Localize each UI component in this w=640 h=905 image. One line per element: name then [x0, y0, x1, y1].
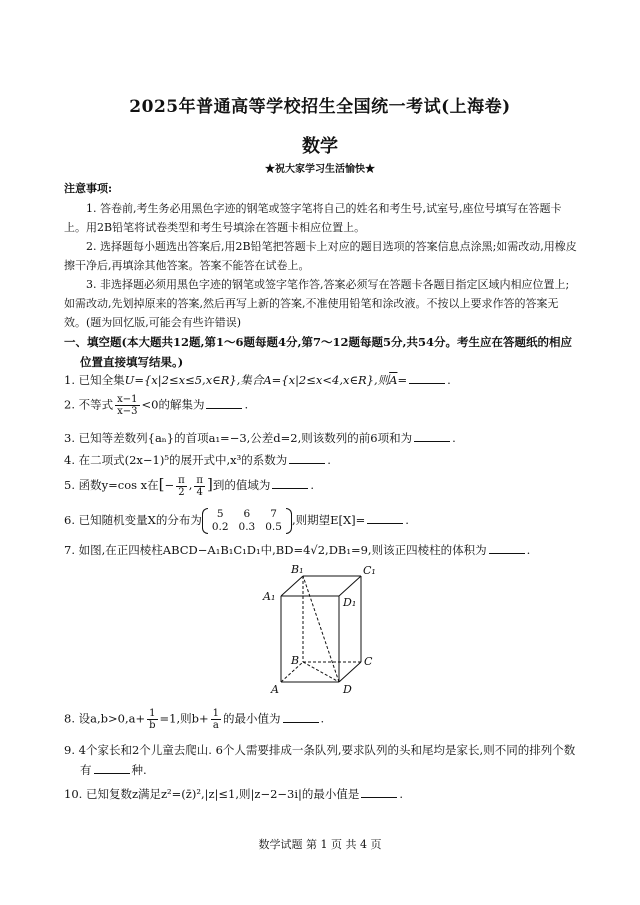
q5-a-numerator: π [178, 474, 185, 486]
notes-heading: 注意事项: [64, 182, 113, 195]
question-5: 5. 函数y=cos x在[− $\frac{\pi}{2}$ , $\frac{\pi}{4}$ ]到的值域为 . [64, 474, 314, 498]
edge-d1-c1 [339, 576, 361, 596]
q4-text: 4. 在二项式(2x−1)⁵的展开式中,x³的系数为 [64, 453, 288, 467]
q6-answer-blank[interactable] [367, 511, 403, 524]
q8-f2-denominator: a [212, 720, 219, 731]
exam-subject: 数学 [302, 136, 338, 157]
exam-slogan: ★祝大家学习生活愉快★ [265, 164, 375, 175]
q8-f2-numerator: 1 [212, 708, 219, 719]
q5-fraction-a [176, 475, 187, 498]
q4-answer-blank[interactable] [289, 451, 325, 464]
q2-fraction [115, 394, 139, 417]
question-10: 10. 已知复数z满足z²=(z̄)²,|z|≤1,则|z−2−3i|的最小值是 . [64, 787, 404, 801]
q6-prob: 0.5 [265, 521, 282, 533]
q2-prefix: 2. 不等式 [64, 397, 114, 412]
q8-suffix: 的最小值为 [223, 711, 281, 726]
q6-distribution-matrix [202, 508, 292, 534]
q1-answer-blank[interactable] [409, 371, 445, 384]
note-item-3: 3. 非选择题必须用黑色字迹的钢笔或签字笔作答,答案必须写在答题卡各题目指定区域内相应位置上;如需改动,先划掉原来的答案,然后再写上新的答案,不准使用铅笔和涂改液。不按以上要求作答的答案无效。(题为回忆版,可能会有些许错误) [64, 278, 570, 329]
q8-f1-denominator: b [149, 720, 156, 731]
page-footer: 数学试题 第 1 页 共 4 页 [258, 838, 382, 851]
q5-b-denominator: 4 [196, 486, 203, 498]
q6-suffix: ,则期望E[X]= [291, 513, 366, 527]
q2-answer-blank[interactable] [206, 396, 242, 409]
q9-line1: 9. 4个家长和2个儿童去爬山. 6个人需要排成一条队列,要求队列的头和尾均是家长,则不同的排列个数 [64, 743, 576, 757]
q8-middle: =1,则b+ [159, 711, 209, 726]
q1-suffix: = [397, 373, 408, 387]
section-heading-line2: 位置直接填写结果。) [80, 355, 184, 369]
question-6: 6. 已知随机变量X的分布为 5 6 7 0.2 0.3 0.5 ,则期望E[X]= . [64, 508, 409, 533]
question-9-cont [80, 760, 147, 780]
q8-prefix: 8. 设a,b>0,a+ [64, 711, 146, 726]
q5-a-denominator: 2 [178, 486, 185, 498]
q6-prob: 0.2 [211, 521, 229, 533]
q5-fraction-b [194, 475, 205, 498]
q8-fraction-1 [147, 708, 157, 731]
q6-value: 6 [243, 508, 251, 520]
q10-text: 10. 已知复数z满足z²=(z̄)²,|z|≤1,则|z−2−3i|的最小值是 [64, 787, 360, 801]
note-item-2: 2. 选择题每小题选出答案后,用2B铅笔把答题卡上对应的题目选项的答案信息点涂黑;如需改动,用橡皮擦干净后,再填涂其他答案。答案不能答在试卷上。 [64, 240, 577, 272]
label-a1: A₁ [263, 590, 276, 603]
label-c: C [364, 655, 373, 668]
question-9 [64, 740, 575, 760]
q6-prefix: 6. 已知随机变量X的分布为 [64, 513, 202, 527]
note-item-1: 1. 答卷前,考生务必用黑色字迹的钢笔或签字笔将自己的姓名和考生号,试室号,座位号填写在答题卡上。用2B铅笔将试卷类型和考生号填涂在答题卡相应位置上。 [64, 202, 562, 234]
q9-line2-suffix: 种. [131, 763, 147, 777]
q5-suffix: 到的值域为 [212, 478, 271, 492]
question-3: 3. 已知等差数列{aₙ}的首项a₁=−3,公差d=2,则该数列的前6项和为 . [64, 431, 456, 445]
section-heading [64, 332, 580, 372]
q5-prefix: 5. 函数y=cos x在 [64, 478, 159, 492]
label-a: A [271, 683, 279, 696]
q10-answer-blank[interactable] [361, 785, 397, 798]
diagonal-db1-hidden [303, 576, 339, 682]
prism-figure [255, 560, 395, 700]
label-d: D [343, 683, 352, 696]
q2-suffix: <0的解集为 [141, 397, 205, 412]
question-8: 8. 设a,b>0,a+ $\frac{1}{b}$ =1,则b+ $\frac{1}{a}$ 的最小值为 . [64, 708, 325, 731]
edge-d-c [339, 662, 361, 682]
question-1: 1. 已知全集U={x|2≤x≤5,x∈R},集合A={x|2≤x<4,x∈R},则$\overline{A}=$ . [64, 373, 451, 387]
q7-text: 7. 如图,在正四棱柱ABCD−A₁B₁C₁D₁中,BD=4√2,DB₁=9,则该正四棱柱的体积为 [64, 543, 487, 557]
edge-b1-a1 [281, 576, 303, 596]
q8-f1-numerator: 1 [147, 708, 157, 720]
question-4: 4. 在二项式(2x−1)⁵的展开式中,x³的系数为 . [64, 453, 331, 467]
q5-b-numerator: π [196, 474, 203, 486]
q2-denominator: x−3 [117, 406, 138, 417]
section-heading-line1: 一、填空题(本大题共12题,第1～6题每题4分,第7～12题每题5分,共54分。考生应在答题纸的相应 [64, 335, 572, 349]
q1-expression: U={x|2≤x≤5,x∈R},集合A={x|2≤x<4,x∈R},则 [124, 373, 390, 387]
q3-answer-blank[interactable] [414, 429, 450, 442]
question-2: 2. 不等式 $\frac{x-1}{x-3}$ <0的解集为 . [64, 394, 249, 417]
q8-answer-blank[interactable] [283, 710, 319, 723]
q9-answer-blank[interactable] [94, 761, 130, 774]
label-b: B [291, 654, 300, 667]
label-d1: D₁ [343, 596, 357, 609]
q6-value: 5 [216, 508, 224, 520]
q6-value: 7 [270, 508, 277, 520]
label-c1: C₁ [363, 564, 376, 577]
q2-numerator: x−1 [117, 394, 138, 405]
q9-line2-prefix: 有 [80, 763, 92, 777]
exam-title: 2025年普通高等学校招生全国统一考试(上海卷) [129, 97, 511, 117]
q8-fraction-2 [211, 708, 221, 731]
q3-text: 3. 已知等差数列{aₙ}的首项a₁=−3,公差d=2,则该数列的前6项和为 [64, 431, 413, 445]
q7-answer-blank[interactable] [489, 541, 525, 554]
q1-complement: $\overline{A}$ [389, 373, 398, 387]
label-b1: B₁ [291, 563, 304, 576]
q6-prob: 0.3 [238, 521, 256, 533]
q1-prefix: 1. 已知全集 [64, 373, 125, 387]
q5-answer-blank[interactable] [272, 476, 308, 489]
question-7: 7. 如图,在正四棱柱ABCD−A₁B₁C₁D₁中,BD=4√2,DB₁=9,则该正四棱柱的体积为 . [64, 543, 531, 557]
